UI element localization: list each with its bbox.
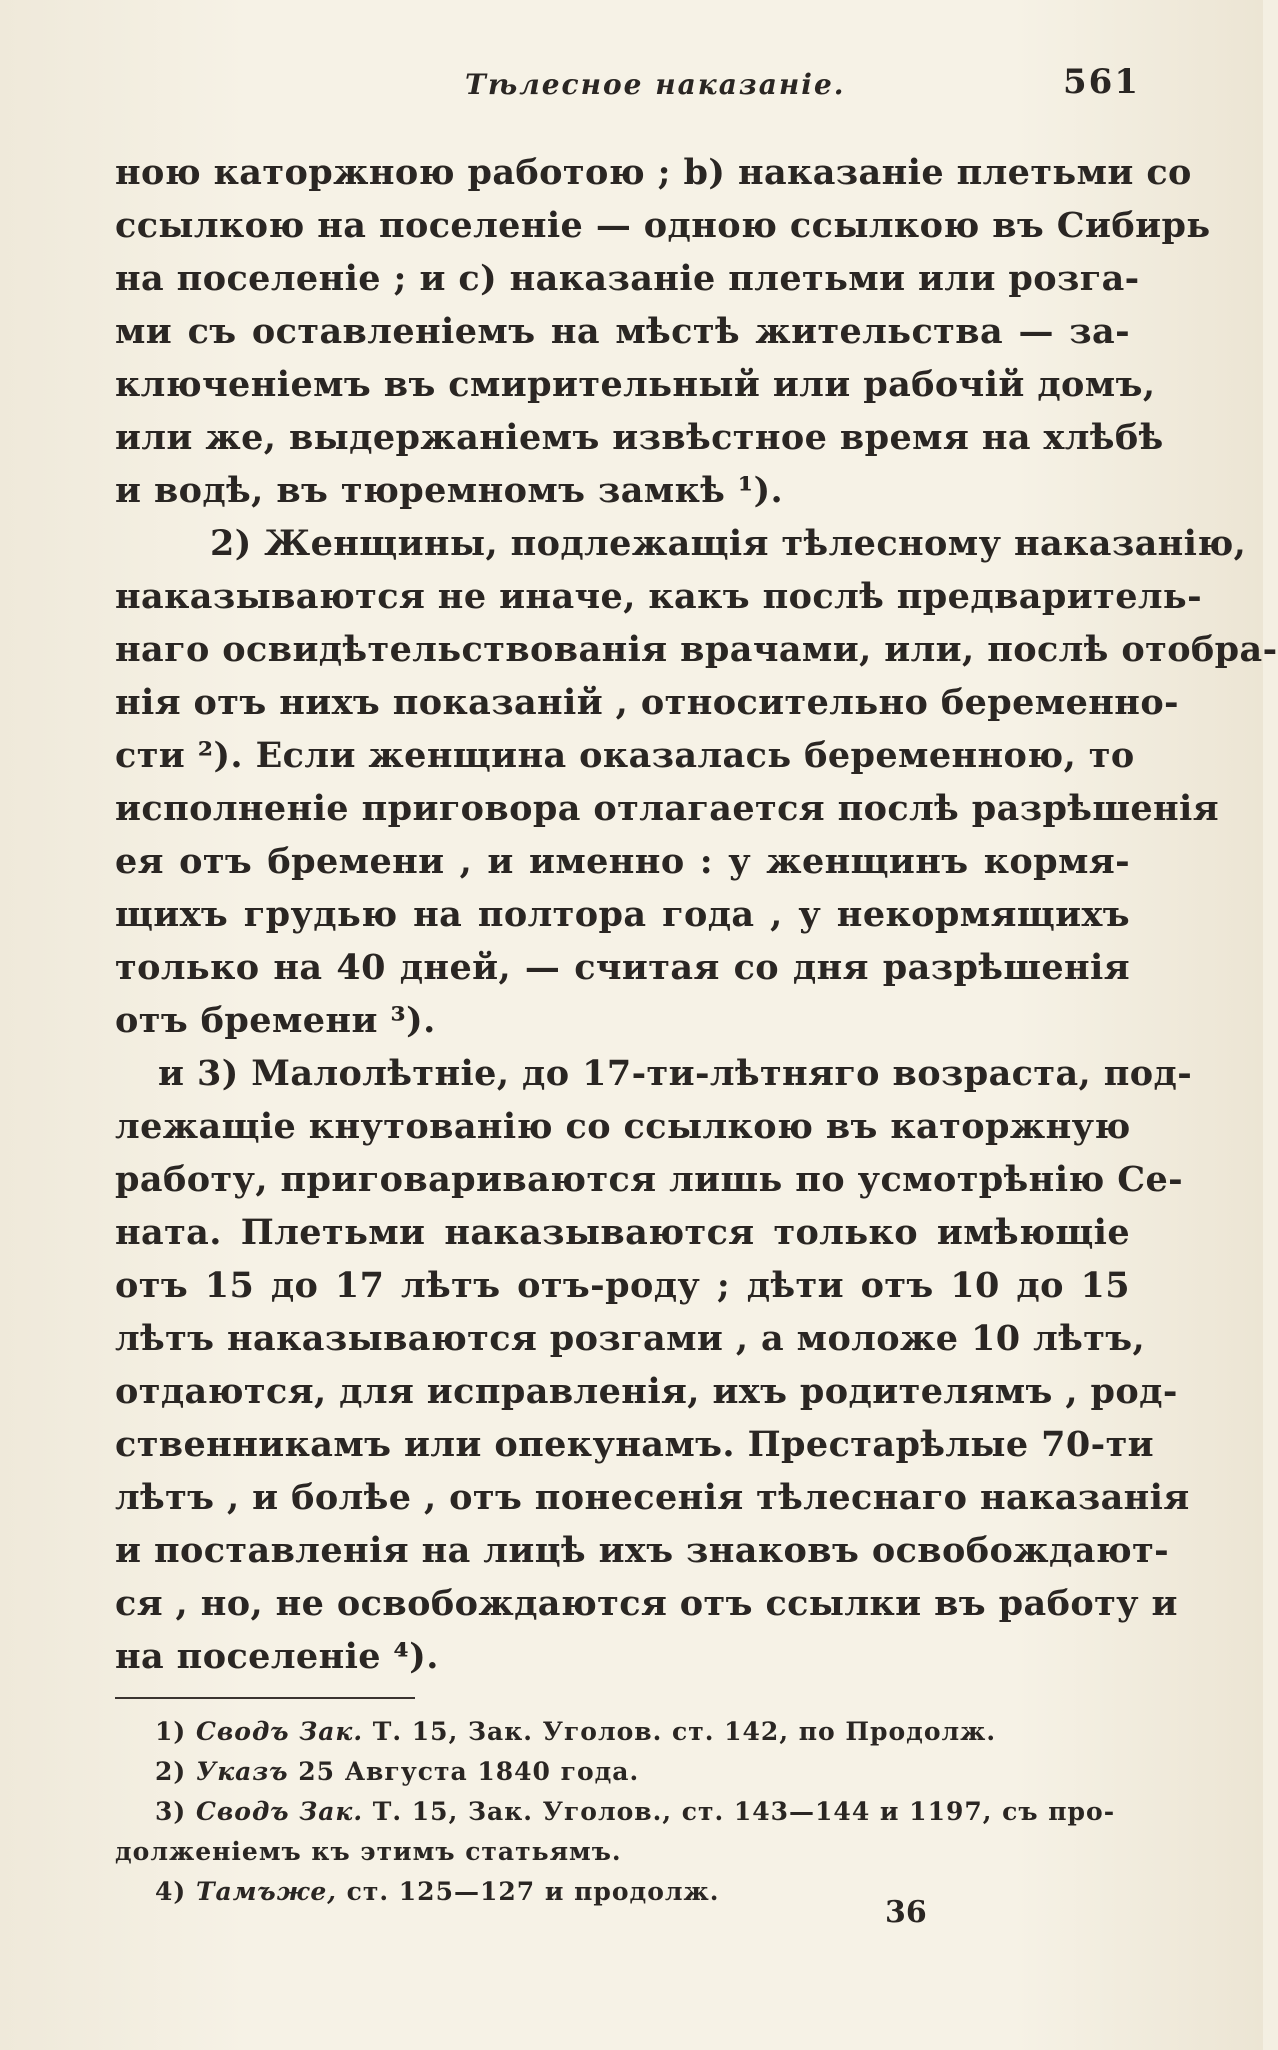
footnote-number: 3) <box>155 1797 187 1826</box>
text-line: сти ²). Если женщина оказалась беременною, то <box>115 735 1135 776</box>
footnote-text: 25 Августа 1840 года. <box>288 1757 640 1786</box>
body-text <box>115 146 1278 1683</box>
footnote-divider <box>115 1697 415 1699</box>
text-line: ною каторжною работою ; b) наказаніе плетьми со <box>115 152 1192 193</box>
footnote-continuation <box>115 1832 1135 1872</box>
text-line: лежащіе кнутованію со ссылкою въ каторжную <box>115 1106 1131 1147</box>
footnote <box>115 1712 1135 1752</box>
footnote-number: 1) <box>155 1717 187 1746</box>
text-line: ся , но, не освобождаются отъ ссылки въ работу и <box>115 1583 1178 1624</box>
footnotes <box>115 1712 1135 1912</box>
text-line: отъ 15 до 17 лѣтъ отъ-роду ; дѣти отъ 10 до 15 <box>115 1265 1130 1306</box>
text-line: и 3) Малолѣтніе, до 17-ти-лѣтняго возраста, под- <box>158 1053 1193 1094</box>
text-line: наказываются не иначе, какъ послѣ предваритель- <box>115 576 1203 617</box>
text-line: 2) Женщины, подлежащія тѣлесному наказанію, <box>210 523 1247 564</box>
text-line: работу, приговариваются лишь по усмотрѣнію Се- <box>115 1159 1184 1200</box>
footnote-source: Тамъже, <box>195 1877 337 1906</box>
footnote-text: долженіемъ къ этимъ статьямъ. <box>115 1837 622 1866</box>
signature-mark: 36 <box>885 1895 927 1930</box>
text-line: ссылкою на поселеніе — одною ссылкою въ Сибирь <box>115 205 1211 246</box>
text-line: ея отъ бремени , и именно : у женщинъ кормя- <box>115 841 1130 882</box>
text-line: исполненіе приговора отлагается послѣ разрѣшенія <box>115 788 1219 829</box>
footnote-source: Указъ <box>195 1757 289 1786</box>
footnote <box>115 1792 1135 1832</box>
text-line: и поставленія на лицѣ ихъ знаковъ освобождают- <box>115 1530 1170 1571</box>
text-line: отдаются, для исправленія, ихъ родителямъ , род- <box>115 1371 1178 1412</box>
footnote-source: Сводъ Зак. <box>195 1717 364 1746</box>
footnote-text: Т. 15, Зак. Уголов., ст. 143—144 и 1197, съ про- <box>363 1797 1116 1826</box>
footnote-number: 4) <box>155 1877 187 1906</box>
text-line: и водѣ, въ тюремномъ замкѣ ¹). <box>115 470 784 511</box>
page-number: 561 <box>1063 62 1140 102</box>
footnote-source: Сводъ Зак. <box>195 1797 364 1826</box>
page-header <box>115 62 1140 112</box>
text-line: или же, выдержаніемъ извѣстное время на хлѣбѣ <box>115 417 1164 458</box>
text-line: ственникамъ или опекунамъ. Престарѣлые 70-ти <box>115 1424 1155 1465</box>
text-line: наго освидѣтельствованія врачами, или, послѣ отобра- <box>115 629 1278 670</box>
text-line: лѣтъ наказываются розгами , а моложе 10 лѣтъ, <box>115 1318 1146 1359</box>
text-line: ми съ оставленіемъ на мѣстѣ жительства — за- <box>115 311 1130 352</box>
text-line: щихъ грудью на полтора года , у некормящихъ <box>115 894 1130 935</box>
footnote <box>115 1752 1135 1792</box>
text-line: на поселеніе ; и c) наказаніе плетьми или розга- <box>115 258 1140 299</box>
text-line: нія отъ нихъ показаній , относительно беременно- <box>115 682 1179 723</box>
footnote <box>115 1872 1135 1912</box>
text-line: только на 40 дней, — считая со дня разрѣшенія <box>115 947 1130 988</box>
footnote-text: Т. 15, Зак. Уголов. ст. 142, по Продолж. <box>363 1717 997 1746</box>
text-line: лѣтъ , и болѣе , отъ понесенія тѣлеснаго наказанія <box>115 1477 1190 1518</box>
text-line: ната. Плетьми наказываются только имѣющіе <box>115 1212 1130 1253</box>
text-line: отъ бремени ³). <box>115 1000 436 1041</box>
footnote-text: ст. 125—127 и продолж. <box>336 1877 720 1906</box>
text-line: на поселеніе ⁴). <box>115 1636 439 1677</box>
footnote-number: 2) <box>155 1757 187 1786</box>
text-line: ключеніемъ въ смирительный или рабочій домъ, <box>115 364 1156 405</box>
running-title: Тѣлесное наказаніе. <box>465 68 846 101</box>
